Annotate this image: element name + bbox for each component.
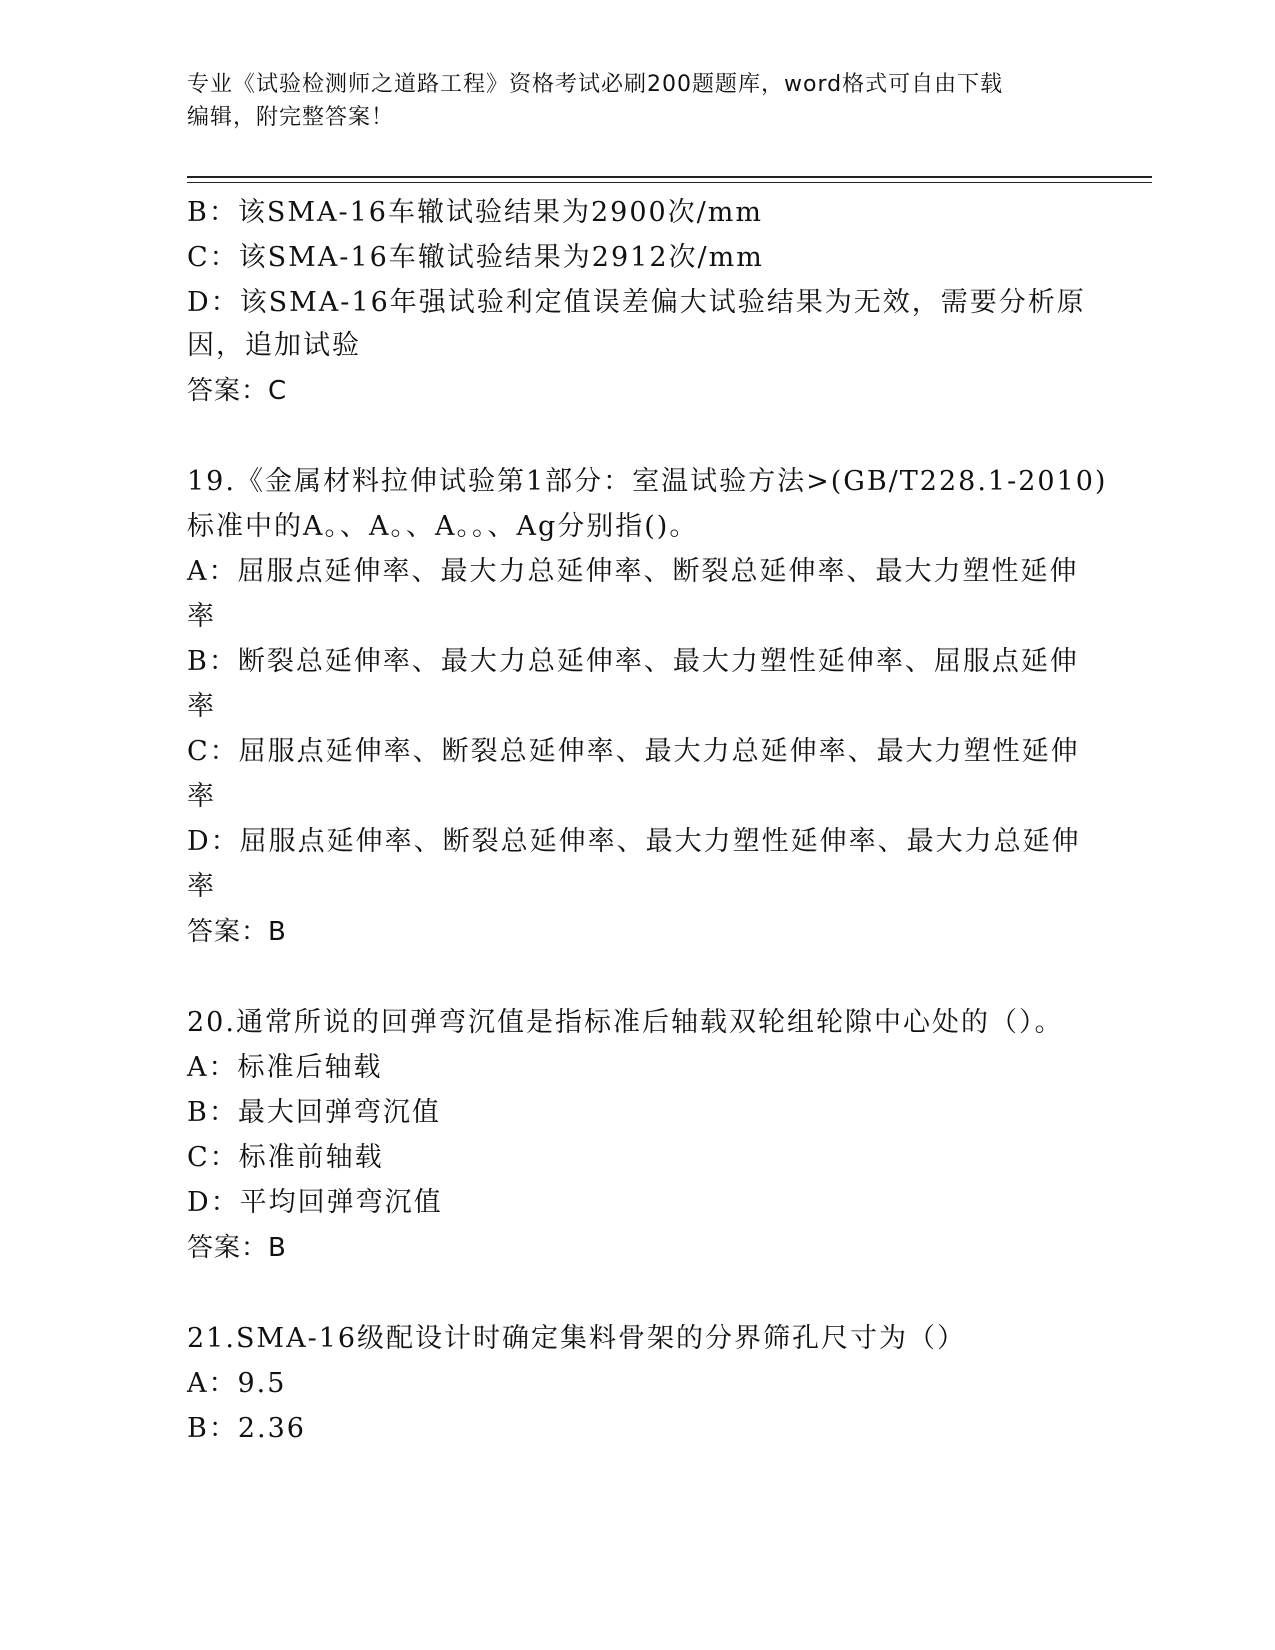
q19-stem-line2: 标准中的A。、A。、A。。、Ag分别指()。: [187, 511, 699, 542]
q19-option-c-line2: 率: [187, 781, 216, 812]
q20-stem: 20.通常所说的回弹弯沉值是指标准后轴载双轮组轮隙中心处的（）。: [187, 1007, 1064, 1038]
q19-option-a-line2: 率: [187, 601, 216, 632]
header-divider-thin: [187, 182, 1152, 183]
q21-stem: 21.SMA-16级配设计时确定集料骨架的分界筛孔尺寸为（）: [187, 1323, 967, 1354]
q19-option-b-line1: B：断裂总延伸率、最大力总延伸率、最大力塑性延伸率、屈服点延伸: [187, 646, 1079, 677]
q19-answer: 答案：B: [187, 917, 287, 947]
q20-option-b: B：最大回弹弯沉值: [187, 1097, 441, 1128]
q18-option-d-line2: 因，追加试验: [187, 330, 361, 361]
q18-option-d-line1: D：该SMA-16年强试验利定值误差偏大试验结果为无效，需要分析原: [187, 287, 1086, 318]
q19-option-b-line2: 率: [187, 691, 216, 722]
q20-option-d: D：平均回弹弯沉值: [187, 1187, 443, 1218]
header-divider-thick: [187, 176, 1152, 178]
q19-option-d-line1: D：屈服点延伸率、断裂总延伸率、最大力塑性延伸率、最大力总延伸: [187, 826, 1081, 857]
document-header: [187, 68, 1087, 134]
q18-answer: 答案：C: [187, 376, 288, 406]
header-title-line2: 编辑，附完整答案！: [187, 105, 395, 130]
q19-option-c-line1: C：屈服点延伸率、断裂总延伸率、最大力总延伸率、最大力塑性延伸: [187, 736, 1080, 767]
q21-option-b: B：2.36: [187, 1413, 306, 1444]
q19-stem-line1: 19.《金属材料拉伸试验第1部分：室温试验方法>(GB/T228.1-2010): [187, 466, 1108, 497]
q20-option-c: C：标准前轴载: [187, 1142, 384, 1173]
q21-option-a: A：9.5: [187, 1368, 287, 1399]
header-title-line1: 专业《试验检测师之道路工程》资格考试必刷200题题库，word格式可自由下载: [187, 72, 1004, 97]
q20-answer: 答案：B: [187, 1233, 287, 1263]
q18-option-b: B：该SMA-16车辙试验结果为2900次/mm: [187, 197, 763, 228]
q18-option-c: C：该SMA-16车辙试验结果为2912次/mm: [187, 242, 764, 273]
q19-option-d-line2: 率: [187, 871, 216, 902]
q19-option-a-line1: A：屈服点延伸率、最大力总延伸率、断裂总延伸率、最大力塑性延伸: [187, 556, 1079, 587]
q20-option-a: A：标准后轴载: [187, 1052, 383, 1083]
